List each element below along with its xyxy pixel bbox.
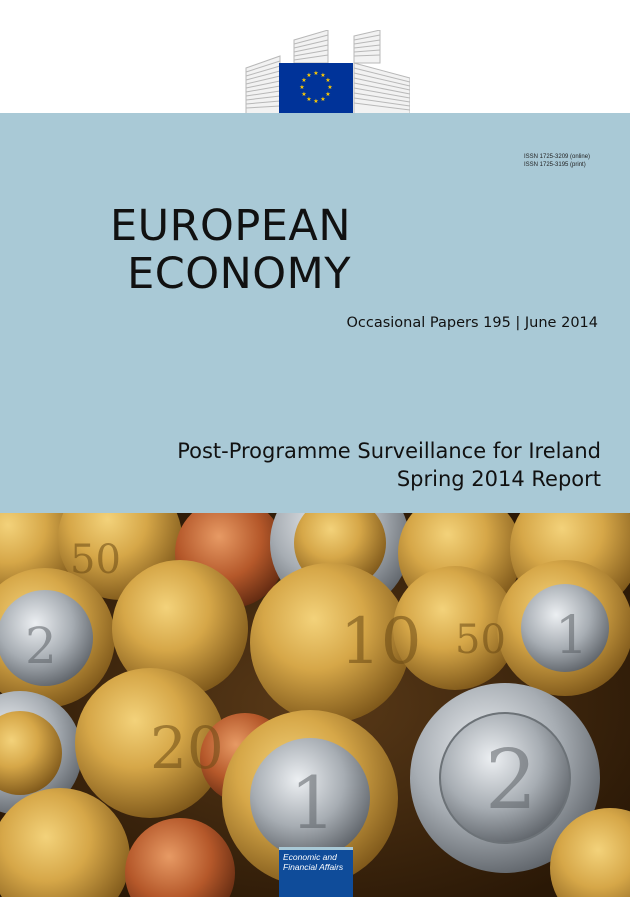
report-title-line-2: Spring 2014 Report bbox=[396, 467, 601, 491]
svg-text:20: 20 bbox=[150, 714, 224, 782]
svg-text:★: ★ bbox=[320, 72, 326, 79]
svg-text:50: 50 bbox=[70, 537, 121, 583]
svg-text:★: ★ bbox=[313, 98, 319, 105]
svg-text:1: 1 bbox=[555, 606, 589, 666]
svg-text:10: 10 bbox=[340, 605, 422, 679]
header-band bbox=[0, 0, 630, 113]
issn-online: ISSN 1725-3209 (online) bbox=[524, 154, 591, 160]
series-title-line-1: EUROPEAN bbox=[109, 201, 351, 251]
svg-text:50: 50 bbox=[455, 617, 506, 663]
svg-text:1: 1 bbox=[290, 761, 336, 845]
eu-flag-icon bbox=[279, 63, 353, 113]
svg-text:★: ★ bbox=[301, 91, 307, 98]
svg-text:★: ★ bbox=[306, 72, 312, 79]
dg-label-line-2: Financial Affairs bbox=[283, 862, 344, 872]
svg-text:★: ★ bbox=[327, 84, 333, 91]
svg-text:★: ★ bbox=[299, 84, 305, 91]
issn-block bbox=[524, 153, 590, 169]
svg-text:★: ★ bbox=[325, 91, 331, 98]
dg-label-line-1: Economic and bbox=[283, 852, 337, 862]
svg-text:★: ★ bbox=[301, 77, 307, 84]
series-title-line-2: ECONOMY bbox=[127, 249, 351, 299]
issn-print: ISSN 1725-3195 (print) bbox=[524, 162, 586, 168]
report-title-line-1: Post-Programme Surveillance for Ireland bbox=[177, 439, 601, 463]
svg-text:★: ★ bbox=[306, 96, 312, 103]
euro-coins-photo bbox=[0, 513, 630, 897]
dg-ecfin-label bbox=[279, 847, 353, 897]
svg-text:2: 2 bbox=[25, 617, 57, 675]
svg-text:★: ★ bbox=[313, 70, 319, 77]
svg-text:★: ★ bbox=[320, 96, 326, 103]
svg-text:2: 2 bbox=[485, 733, 538, 828]
svg-text:★: ★ bbox=[325, 77, 331, 84]
issue-label: Occasional Papers 195 | June 2014 bbox=[346, 315, 598, 331]
